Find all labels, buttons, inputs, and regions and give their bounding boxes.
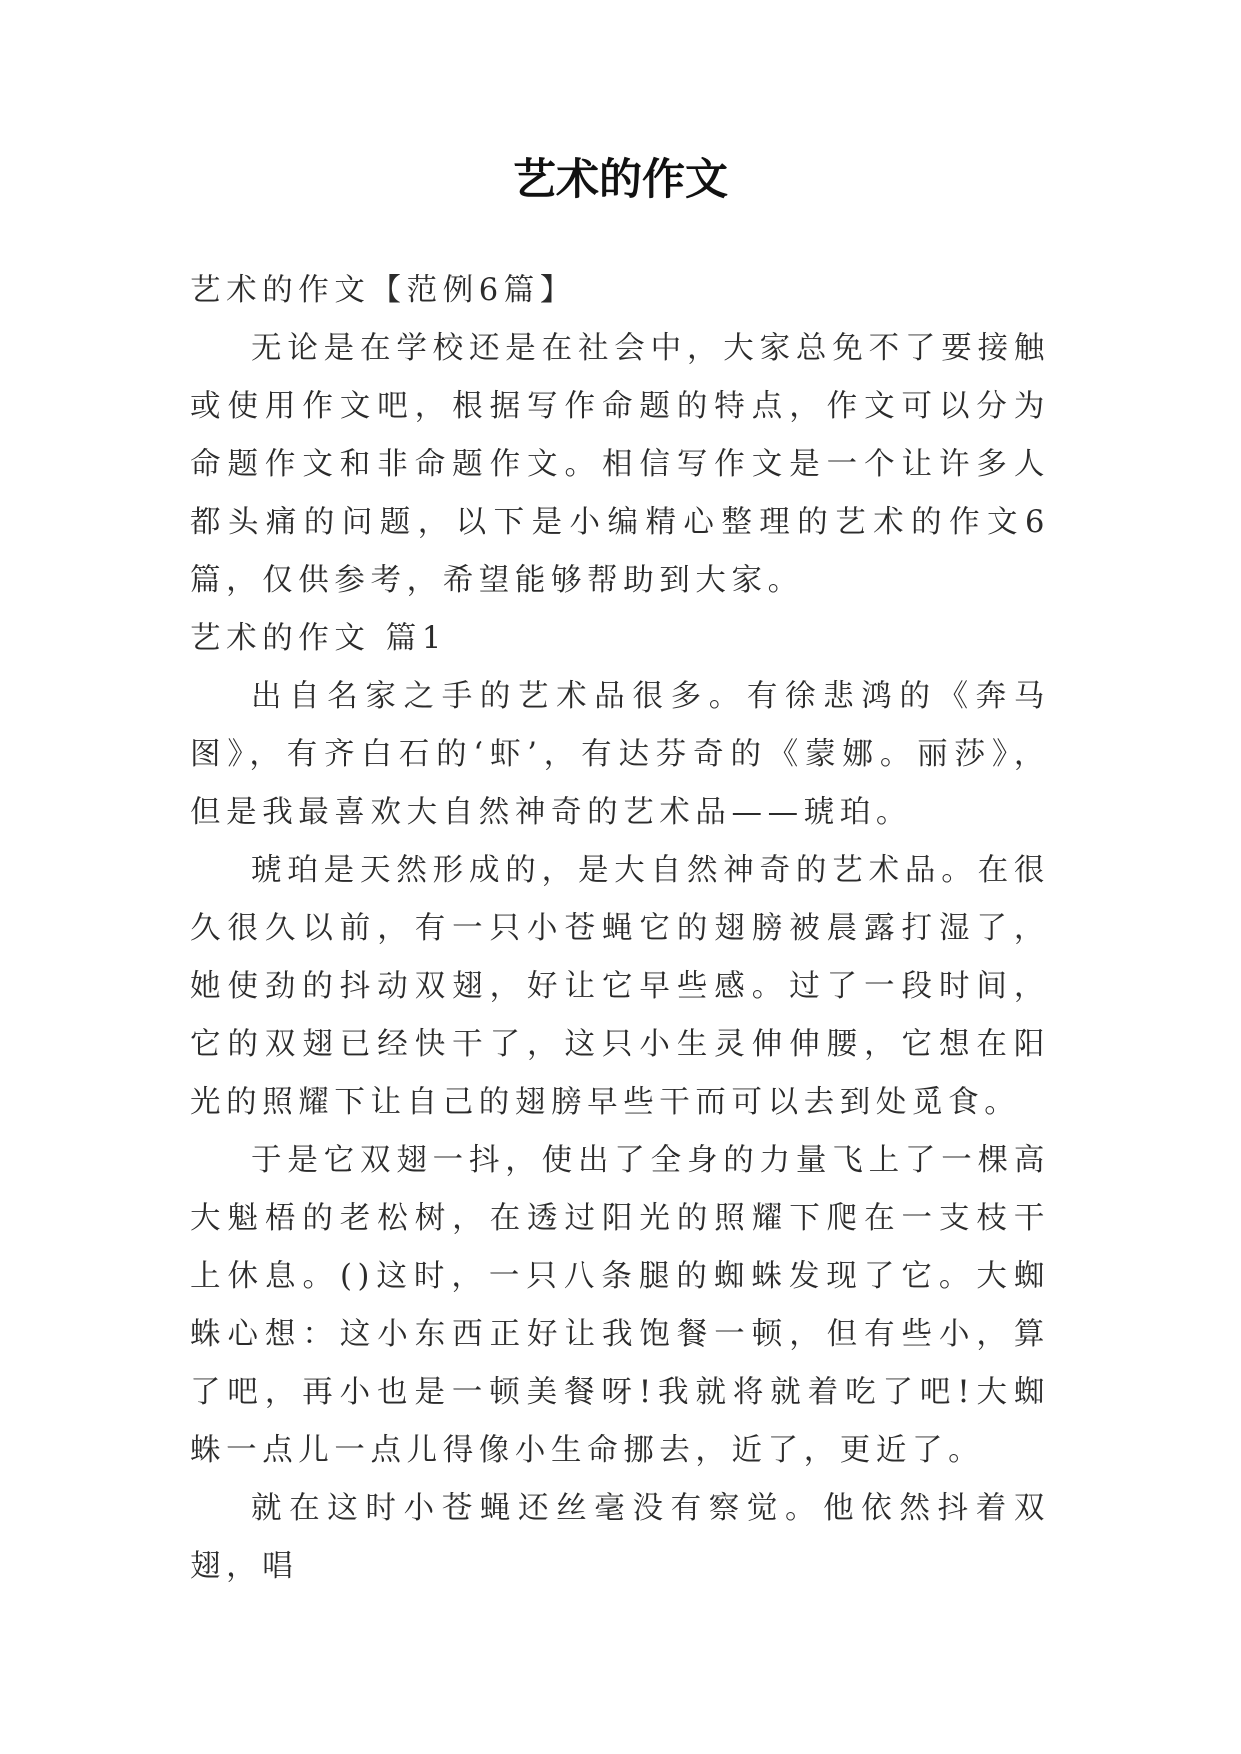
subtitle: 艺术的作文【范例6篇】 <box>190 273 577 308</box>
document-title: 艺术的作文 <box>513 155 728 205</box>
body-paragraph: 于是它双翅一抖，使出了全身的力量飞上了一棵高大魁梧的老松树，在透过阳光的照耀下爬在一支枝干上休息。()这时，一只八条腿的蜘蛛发现了它。大蜘蛛心想：这小东西正好让我饱餐一顿，但有些小，算了吧，再小也是一顿美餐呀!我就将就着吃了吧!大蜘蛛一点儿一点儿得像小生命挪去，近了，更近了。 <box>190 1143 1050 1468</box>
document-body <box>190 262 1050 1596</box>
body-paragraph: 琥珀是天然形成的，是大自然神奇的艺术品。在很久很久以前，有一只小苍蝇它的翅膀被晨露打湿了，她使劲的抖动双翅，好让它早些感。过了一段时间，它的双翅已经快干了，这只小生灵伸伸腰，它想在阳光的照耀下让自己的翅膀早些干而可以去到处觅食。 <box>190 853 1050 1120</box>
section-heading-1: 艺术的作文 篇1 <box>190 621 447 656</box>
body-paragraph: 就在这时小苍蝇还丝毫没有察觉。他依然抖着双翅，唱 <box>190 1491 1050 1584</box>
intro-paragraph: 无论是在学校还是在社会中，大家总免不了要接触或使用作文吧，根据写作命题的特点，作文可以分为命题作文和非命题作文。相信写作文是一个让许多人都头痛的问题，以下是小编精心整理的艺术的作文6篇，仅供参考，希望能够帮助到大家。 <box>190 331 1050 598</box>
body-paragraph: 出自名家之手的艺术品很多。有徐悲鸿的《奔马图》，有齐白石的‘虾’，有达芬奇的《蒙娜。丽莎》，但是我最喜欢大自然神奇的艺术品——琥珀。 <box>190 679 1050 830</box>
